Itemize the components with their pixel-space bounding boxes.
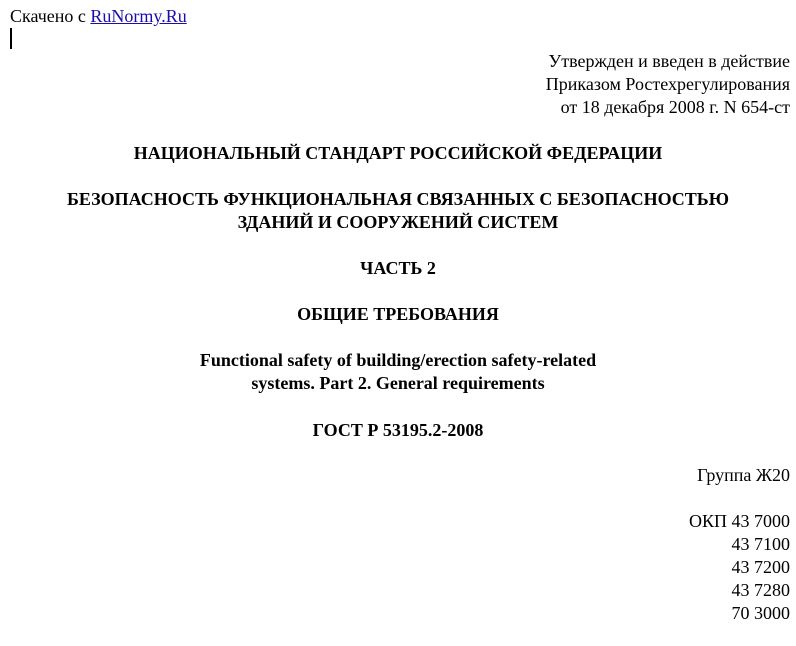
title-en bbox=[0, 349, 796, 395]
okp-line: ОКП 43 7000 bbox=[688, 511, 790, 531]
subtitle-heading: ОБЩИЕ ТРЕБОВАНИЯ bbox=[297, 304, 499, 324]
title-ru-line: ЗДАНИЙ И СООРУЖЕНИЙ СИСТЕМ bbox=[237, 212, 559, 232]
gost-code: ГОСТ Р 53195.2-2008 bbox=[312, 420, 484, 440]
standard-type-heading: НАЦИОНАЛЬНЫЙ СТАНДАРТ РОССИЙСКОЙ ФЕДЕРАЦИИ bbox=[133, 143, 663, 163]
okp-line: 43 7100 bbox=[731, 534, 790, 554]
text-cursor bbox=[10, 28, 12, 49]
okp-line: 70 3000 bbox=[731, 603, 790, 623]
title-ru-line: БЕЗОПАСНОСТЬ ФУНКЦИОНАЛЬНАЯ СВЯЗАННЫХ С БЕЗОПАСНОСТЬЮ bbox=[67, 189, 729, 209]
download-prefix: Скачено с bbox=[10, 6, 86, 26]
okp-codes bbox=[689, 510, 790, 625]
download-source bbox=[10, 5, 187, 28]
approval-note bbox=[546, 50, 790, 119]
title-en-line: systems. Part 2. General requirements bbox=[251, 373, 545, 393]
title-ru bbox=[0, 188, 796, 234]
approval-line: Утвержден и введен в действие bbox=[548, 51, 790, 71]
group-code: Группа Ж20 bbox=[697, 465, 790, 485]
title-en-line: Functional safety of building/erection safety-related bbox=[199, 350, 597, 370]
runormy-link[interactable]: RuNormy.Ru bbox=[90, 6, 187, 26]
okp-line: 43 7200 bbox=[731, 557, 790, 577]
approval-line: от 18 декабря 2008 г. N 654-ст bbox=[560, 97, 790, 117]
approval-line: Приказом Ростехрегулирования bbox=[545, 74, 790, 94]
part-heading: ЧАСТЬ 2 bbox=[360, 258, 436, 278]
okp-line: 43 7280 bbox=[731, 580, 790, 600]
